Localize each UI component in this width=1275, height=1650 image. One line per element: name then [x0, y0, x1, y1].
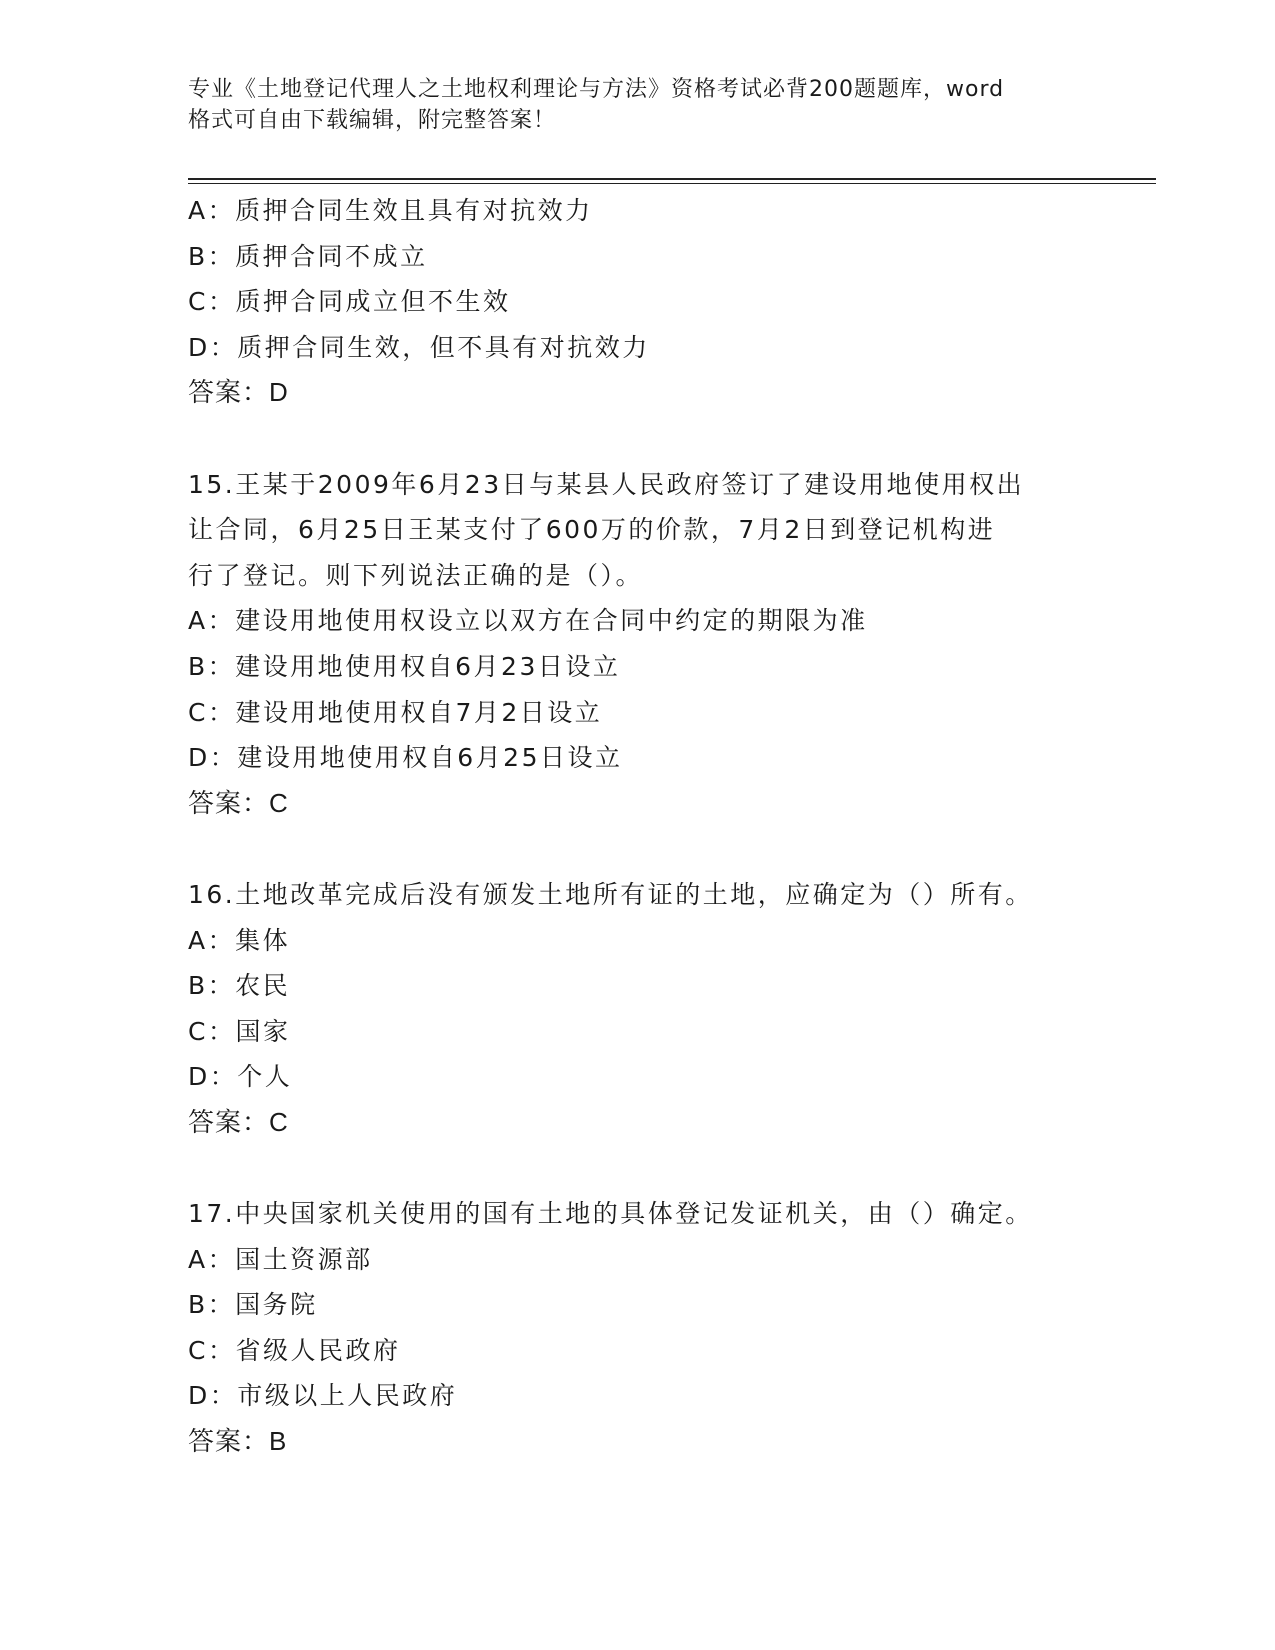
document-header: [188, 74, 1068, 136]
question-spacer: [188, 826, 1128, 872]
q17-option-a: A：国土资源部: [188, 1244, 373, 1274]
q17-option-d: D：市级以上人民政府: [188, 1381, 458, 1411]
q15-option-d: D：建设用地使用权自6月25日设立: [188, 743, 623, 773]
q14-option-a: A：质押合同生效且具有对抗效力: [188, 196, 593, 225]
q17-option-b: B：国务院: [188, 1290, 318, 1320]
question-17: [188, 1191, 1128, 1465]
q16-question-line-1: 16.土地改革完成后没有颁发土地所有证的土地，应确定为（）所有。: [188, 879, 1033, 909]
question-14: [188, 188, 1128, 416]
question-list: [188, 188, 1128, 1465]
header-divider-thin: [188, 183, 1156, 184]
q16-answer: 答案：C: [188, 1106, 289, 1137]
q16-option-d: D：个人: [188, 1062, 293, 1092]
q16-option-b: B：农民: [188, 971, 291, 1001]
header-title-line-1: 专业《土地登记代理人之土地权利理论与方法》资格考试必背200题题库，word: [188, 77, 1005, 102]
question-spacer: [188, 416, 1128, 462]
q16-option-a: A：集体: [188, 925, 291, 955]
header-divider-thick: [188, 178, 1156, 180]
q15-option-b: B：建设用地使用权自6月23日设立: [188, 651, 621, 681]
header-title-line-2: 格式可自由下载编辑，附完整答案！: [188, 108, 557, 133]
q14-option-d: D：质押合同生效，但不具有对抗效力: [188, 332, 650, 362]
q15-question-line-3: 行了登记。则下列说法正确的是（）。: [188, 560, 644, 590]
q14-option-b: B：质押合同不成立: [188, 241, 428, 271]
q15-option-c: C：建设用地使用权自7月2日设立: [188, 697, 603, 727]
question-15: [188, 462, 1128, 827]
q14-option-c: C：质押合同成立但不生效: [188, 287, 511, 317]
q17-option-c: C：省级人民政府: [188, 1335, 401, 1365]
question-spacer: [188, 1145, 1128, 1191]
q15-option-a: A：建设用地使用权设立以双方在合同中约定的期限为准: [188, 606, 868, 636]
q15-question-line-2: 让合同，6月25日王某支付了600万的价款，7月2日到登记机构进: [188, 515, 996, 545]
q17-answer: 答案：B: [188, 1426, 288, 1457]
q15-question-line-1: 15.王某于2009年6月23日与某县人民政府签订了建设用地使用权出: [188, 469, 1025, 499]
q17-question-line-1: 17.中央国家机关使用的国有土地的具体登记发证机关，由（）确定。: [188, 1199, 1033, 1229]
question-16: [188, 872, 1128, 1146]
q15-answer: 答案：C: [188, 787, 289, 818]
q16-option-c: C：国家: [188, 1016, 291, 1046]
q14-answer: 答案：D: [188, 377, 289, 408]
